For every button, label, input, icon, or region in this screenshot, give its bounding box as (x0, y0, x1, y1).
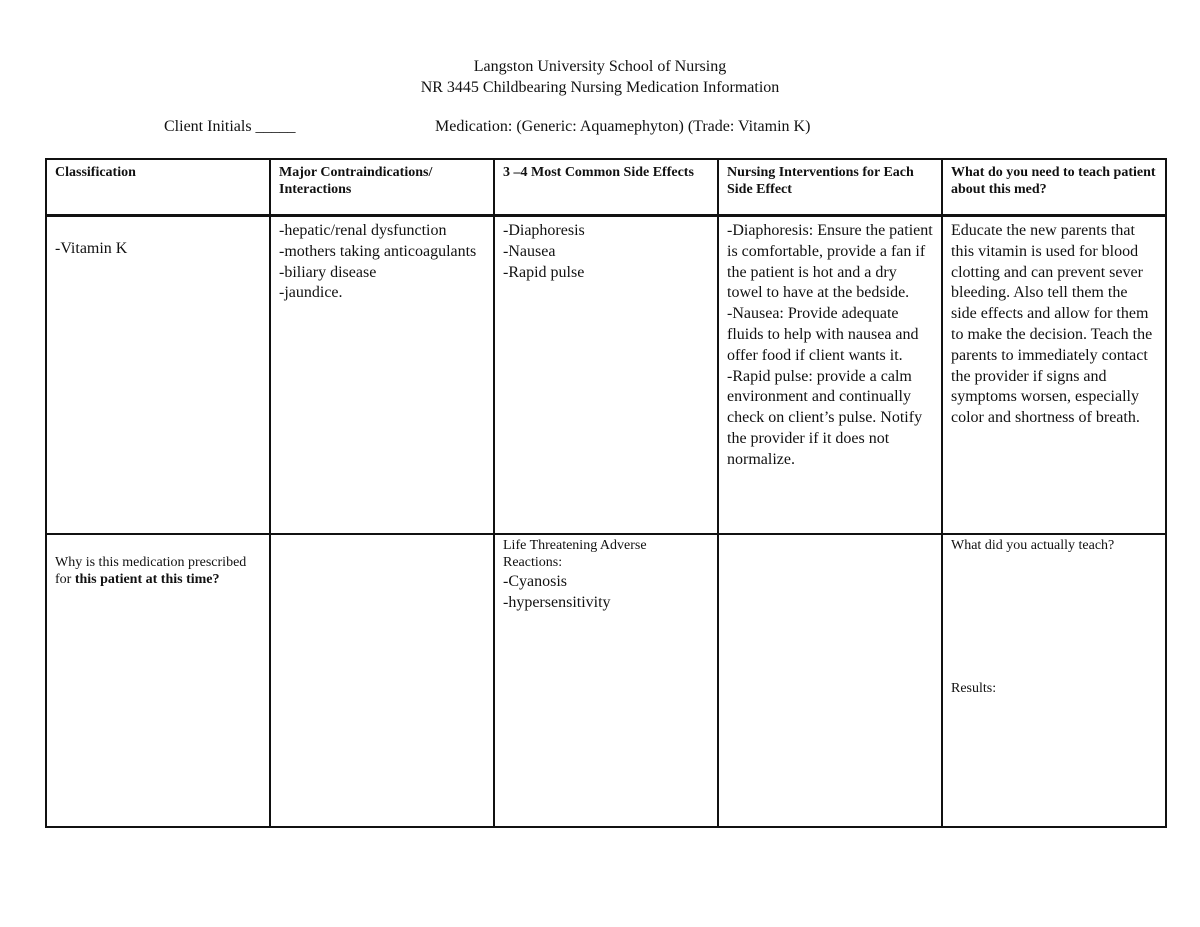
list-item: -hepatic/renal dysfunction (279, 222, 447, 239)
why-prescribed-prompt: Why is this medication prescribed for (55, 555, 247, 587)
results-label: Results: (951, 681, 997, 696)
list-item: -biliary disease (279, 263, 377, 281)
medication-name: Medication: (Generic: Aquamephyton) (Trade: Vitamin K) (435, 118, 811, 135)
list-item: -Nausea (503, 242, 556, 260)
header-side-effects: 3 –4 Most Common Side Effects (494, 159, 718, 216)
medication-table (45, 158, 1167, 828)
table-row (46, 216, 1166, 535)
empty-cell (718, 534, 942, 827)
table-row (46, 534, 1166, 827)
side-effects-cell (494, 216, 718, 535)
client-initials-field: Client Initials _____ (164, 118, 296, 135)
school-name: Langston University School of Nursing (473, 58, 727, 75)
contraindications-cell (270, 216, 494, 535)
header-classification: Classification (46, 159, 270, 216)
life-threatening-label: Life Threatening Adverse Reactions: (503, 538, 647, 570)
header-teaching: What do you need to teach patient about this med? (942, 159, 1166, 216)
teaching-text: Educate the new parents that this vitamin is used for blood clotting and can prevent sever bleeding. Also tell them the side effects and allow for them to make the decision. Teach the parents to immediately contact the provider if signs and symptoms worsen, especially color and shortness of breath. (951, 222, 1153, 427)
actually-taught-label: What did you actually teach? (951, 538, 1115, 553)
list-item: -Rapid pulse (503, 263, 585, 281)
list-item: -Rapid pulse: provide a calm environment and continually check on client’s pulse. Notify the provider if it does not normalize. (727, 367, 923, 468)
list-item: -Diaphoresis: Ensure the patient is comfortable, provide a fan if the patient is hot and a dry towel to have at the bedside. (727, 222, 933, 302)
classification-cell (46, 216, 270, 535)
list-item: -mothers taking anticoagulants (279, 242, 477, 260)
header-contraindications: Major Contraindications/ Interactions (270, 159, 494, 216)
document-header (0, 56, 1200, 98)
list-item: -Cyanosis (503, 573, 567, 590)
table-header-row (46, 159, 1166, 216)
list-item: -Diaphoresis (503, 222, 585, 239)
teaching-cell (942, 216, 1166, 535)
list-item: -jaundice. (279, 284, 343, 302)
header-interventions: Nursing Interventions for Each Side Effect (718, 159, 942, 216)
empty-cell (270, 534, 494, 827)
list-item: -hypersensitivity (503, 594, 611, 611)
list-item: -Nausea: Provide adequate fluids to help with nausea and offer food if client wants it. (727, 305, 919, 364)
course-title: NR 3445 Childbearing Nursing Medication Information (420, 79, 780, 96)
actually-taught-cell (942, 534, 1166, 827)
why-prescribed-cell (46, 534, 270, 827)
classification-value: -Vitamin K (55, 240, 128, 257)
why-prescribed-emphasis: this patient at this time? (74, 572, 220, 587)
interventions-cell (718, 216, 942, 535)
life-threatening-cell (494, 534, 718, 827)
